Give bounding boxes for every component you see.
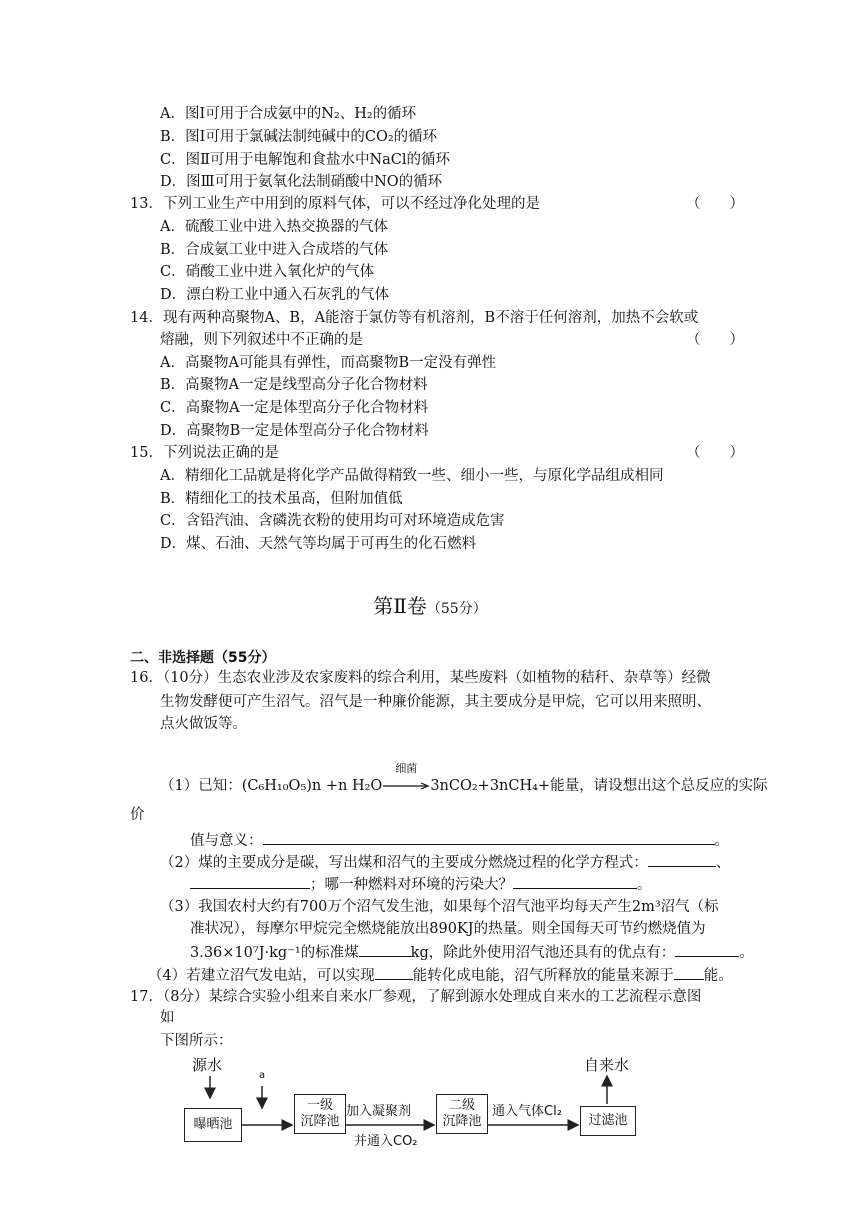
section-title-text: 第Ⅱ卷 [373, 594, 427, 618]
flow-box2-line2: 沉降池 [300, 1114, 340, 1129]
q16-sub4-end: 能。 [703, 968, 733, 984]
q16-sub1-line [160, 762, 768, 796]
flow-box-exposure-pool [184, 1108, 242, 1142]
answer-blank[interactable] [375, 964, 413, 980]
q16-sub4-line [148, 964, 733, 986]
flow-box4-text: 过滤池 [588, 1113, 628, 1128]
q16-sub3-line1: （3）我国农村大约有700万个沼气发生池，如果每个沼气池平均每天产生2m³沼气（标 [160, 899, 719, 915]
q15-option-d: D．煤、石油、天然气等均属于可再生的化石燃料 [160, 536, 477, 552]
q16-sub4-b: 能转化成电能，沼气所释放的能量来源于 [412, 968, 674, 984]
q16-sub2-line2 [190, 873, 652, 895]
q16-sub3-line2: 准状况），每摩尔甲烷完全燃烧能放出890KJ的热量。则全国每天可节约燃烧值为 [190, 921, 706, 937]
answer-blank[interactable] [359, 941, 411, 957]
q16-sub2-line1 [160, 851, 730, 873]
q16-line3: 点火做饭等。 [160, 716, 247, 732]
arrow-label: 细菌 [395, 762, 418, 775]
flow-box3-line2: 沉降池 [442, 1114, 482, 1129]
q16-sub1-value-label: 值与意义： [190, 833, 263, 849]
q16-sub2-end: 。 [637, 877, 652, 893]
q16-sub1-left: （1）已知：(C₆H₁₀O₅)n +n H₂O [160, 778, 383, 794]
q16-sub4-a: （4）若建立沼气发电站，可以实现 [148, 968, 375, 984]
q16-sub3-advantage: kg，除此外使用沼气池还具有的优点有： [410, 945, 676, 961]
q15-answer-paren: （ ） [686, 445, 744, 461]
q12-option-b: B．图Ⅰ可用于氯碱法制纯碱中的CO₂的循环 [160, 129, 438, 145]
answer-blank[interactable] [648, 851, 716, 867]
answer-blank[interactable] [513, 873, 637, 889]
q16-sub2-question: ；哪一种燃料对环境的污染大？ [310, 877, 513, 893]
q16-sub1-wrap: 价 [130, 807, 145, 823]
flow-arrow3-label: 通入气体Cl₂ [492, 1104, 562, 1119]
part2-heading: 二、非选择题（55分） [130, 650, 276, 666]
q14-option-d: D．高聚物B一定是体型高分子化合物材料 [160, 423, 429, 439]
q16-sub1-right: 3nCO₂+3nCH₄+能量，请设想出这个总反应的实际 [430, 778, 768, 794]
q15-stem: 15．下列说法正确的是 [130, 445, 279, 461]
q13-option-c: C．硝酸工业中进入氧化炉的气体 [160, 264, 375, 280]
q12-option-d: D．图Ⅲ可用于氨氧化法制硝酸中NO的循环 [160, 174, 443, 190]
q14-stem-line2: 熔融，则下列叙述中不正确的是 [160, 332, 363, 348]
q15-option-a: A．精细化工品就是将化学产品做得精致一些、细小一些，与原化学品组成相同 [160, 468, 664, 484]
q13-option-d: D．漂白粉工业中通入石灰乳的气体 [160, 287, 390, 303]
answer-blank[interactable] [190, 873, 310, 889]
answer-blank[interactable] [675, 941, 739, 957]
answer-blank[interactable] [674, 964, 704, 980]
answer-blank[interactable] [263, 829, 715, 845]
q16-sub3-coal: 3.36×10⁷J·kg⁻¹的标准煤 [190, 945, 359, 961]
q17-line3: 下图所示： [160, 1033, 233, 1049]
q16-sub2-text: （2）煤的主要成分是碳，写出煤和沼气的主要成分燃烧过程的化学方程式： [160, 855, 648, 871]
q16-sub2-sep: 、 [715, 855, 731, 871]
flow-box-primary-settling [294, 1094, 346, 1134]
flow-box1-text: 曝晒池 [193, 1117, 233, 1132]
section-title [0, 590, 860, 619]
q14-answer-paren: （ ） [686, 332, 744, 348]
q12-option-c: C．图Ⅱ可用于电解饱和食盐水中NaCl的循环 [160, 152, 451, 168]
q17-line2: 如 [160, 1010, 175, 1026]
section-score: （55分） [426, 601, 487, 617]
q13-option-a: A．硫酸工业中进入热交换器的气体 [160, 219, 388, 235]
q16-line2: 生物发酵便可产生沼气。沼气是一种廉价能源，其主要成分是甲烷，它可以用来照明、 [160, 694, 711, 710]
q13-stem: 13．下列工业生产中用到的原料气体，可以不经过净化处理的是 [130, 196, 540, 212]
q16-sub1-end: 。 [714, 833, 729, 849]
flow-box3-line1: 二级 [448, 1098, 475, 1113]
q14-option-a: A．高聚物A可能具有弹性，而高聚物B一定没有弹性 [160, 355, 497, 371]
q16-line1: 16．（10分）生态农业涉及农家废料的综合利用，某些废料（如植物的秸秆、杂草等）经微 [130, 670, 711, 686]
flow-label-a: a [259, 1070, 266, 1081]
q15-option-b: B．精细化工的技术虽高，但附加值低 [160, 491, 403, 507]
q15-option-c: C．含铅汽油、含磷洗衣粉的使用均可对环境造成危害 [160, 513, 505, 529]
flow-arrow2-bottom-label: 并通入CO₂ [354, 1134, 418, 1149]
flow-box-filter-pool [580, 1106, 636, 1136]
q14-option-c: C．高聚物A一定是体型高分子化合物材料 [160, 400, 429, 416]
q13-option-b: B．合成氨工业中进入合成塔的气体 [160, 242, 389, 258]
q13-answer-paren: （ ） [686, 196, 744, 212]
right-arrow-icon [382, 782, 430, 790]
q16-sub1-value-line [190, 829, 729, 851]
q17-line1: 17．（8分）某综合实验小组来自来水厂参观，了解到源水处理成自来水的工艺流程示意图 [130, 989, 702, 1005]
flow-output-label: 自来水 [584, 1056, 630, 1074]
water-treatment-flowchart [170, 1050, 670, 1190]
q14-stem-line1: 14．现有两种高聚物A、B，A能溶于氯仿等有机溶剂，B不溶于任何溶剂，加热不会软或 [130, 310, 699, 326]
flow-box2-line1: 一级 [306, 1098, 333, 1113]
flow-arrow2-top-label: 加入凝聚剂 [346, 1104, 412, 1119]
flow-source-label: 源水 [192, 1056, 223, 1074]
reaction-arrow [382, 762, 430, 796]
flow-box-secondary-settling [436, 1094, 488, 1134]
q16-sub3-line3 [190, 941, 754, 963]
q14-option-b: B．高聚物A一定是线型高分子化合物材料 [160, 377, 428, 393]
q12-option-a: A．图Ⅰ可用于合成氨中的N₂、H₂的循环 [160, 106, 417, 122]
q16-sub3-end: 。 [739, 945, 754, 961]
